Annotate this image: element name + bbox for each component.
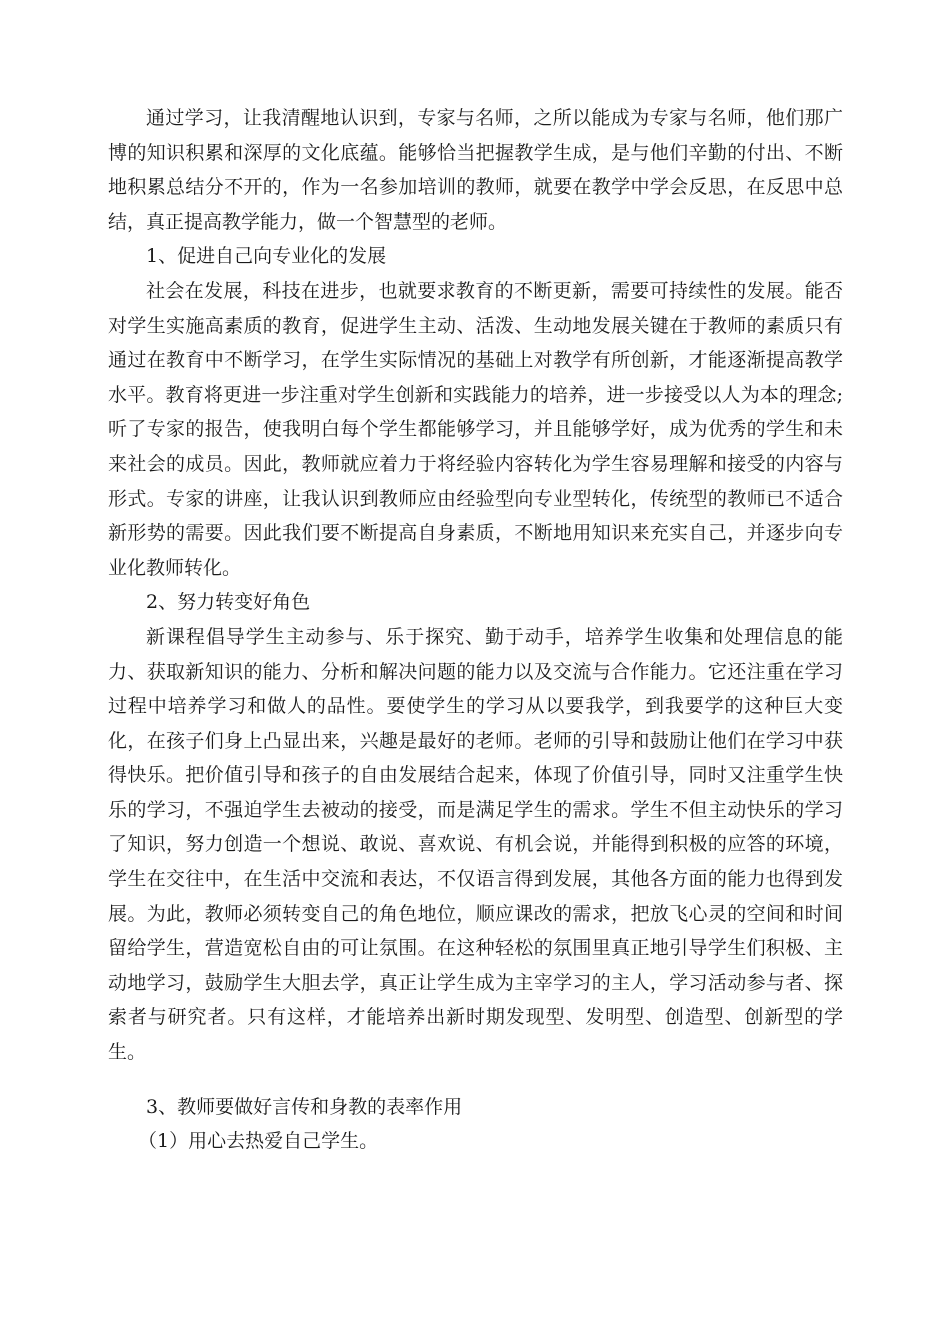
section-1-paragraph: 社会在发展，科技在进步，也就要求教育的不断更新，需要可持续性的发展。能否对学生实施高素质的教育，促进学生主动、活泼、生动地发展关键在于教师的素质只有通过在教育中不断学习，在学生实际情况的基础上对教学有所创新，才能逐渐提高教学水平。教育将更进一步注重对学生创新和实践能力的培养，进一步接受以人为本的理念;听了专家的报告，使我明白每个学生都能够学习，并且能够学好，成为优秀的学生和未来社会的成员。因此，教师就应着力于将经验内容转化为学生容易理解和接受的内容与形式。专家的讲座，让我认识到教师应由经验型向专业型转化，传统型的教师已不适合新形势的需要。因此我们要不断提高自身素质，不断地用知识来充实自己，并逐步向专业化教师转化。: [108, 279, 843, 579]
section-heading-2: 2、努力转变好角色: [146, 591, 311, 614]
section-2-paragraph: 新课程倡导学生主动参与、乐于探究、勤于动手，培养学生收集和处理信息的能力、获取新知识的能力、分析和解决问题的能力以及交流与合作能力。它还注重在学习过程中培养学习和做人的品性。要使学生的学习从以要我学，到我要学的这种巨大变化，在孩子们身上凸显出来，兴趣是最好的老师。老师的引导和鼓励让他们在学习中获得快乐。把价值引导和孩子的自由发展结合起来，体现了价值引导，同时又注重学生快乐的学习，不强迫学生去被动的接受，而是满足学生的需求。学生不但主动快乐的学习了知识，努力创造一个想说、敢说、喜欢说、有机会说，并能得到积极的应答的环境，学生在交往中，在生活中交流和表达，不仅语言得到发展，其他各方面的能力也得到发展。为此，教师必须转变自己的角色地位，顺应课改的需求，把放飞心灵的空间和时间留给学生，营造宽松自由的可让氛围。在这种轻松的氛围里真正地引导学生们积极、主动地学习，鼓励学生大胆去学，真正让学生成为主宰学习的主人，学习活动参与者、探索者与研究者。只有这样，才能培养出新时期发现型、发明型、创造型、创新型的学生。: [108, 625, 843, 1064]
document-body: [108, 101, 843, 1159]
section-heading-3: 3、教师要做好言传和身教的表率作用: [146, 1095, 463, 1118]
section-heading-1: 1、促进自己向专业化的发展: [146, 245, 387, 268]
subsection-heading-3-1: （1）用心去热爱自己学生。: [138, 1130, 379, 1153]
intro-paragraph: 通过学习，让我清醒地认识到，专家与名师，之所以能成为专家与名师，他们那广博的知识积累和深厚的文化底蕴。能够恰当把握教学生成，是与他们辛勤的付出、不断地积累总结分不开的，作为一名参加培训的教师，就要在教学中学会反思，在反思中总结，真正提高教学能力，做一个智慧型的老师。: [108, 107, 843, 233]
